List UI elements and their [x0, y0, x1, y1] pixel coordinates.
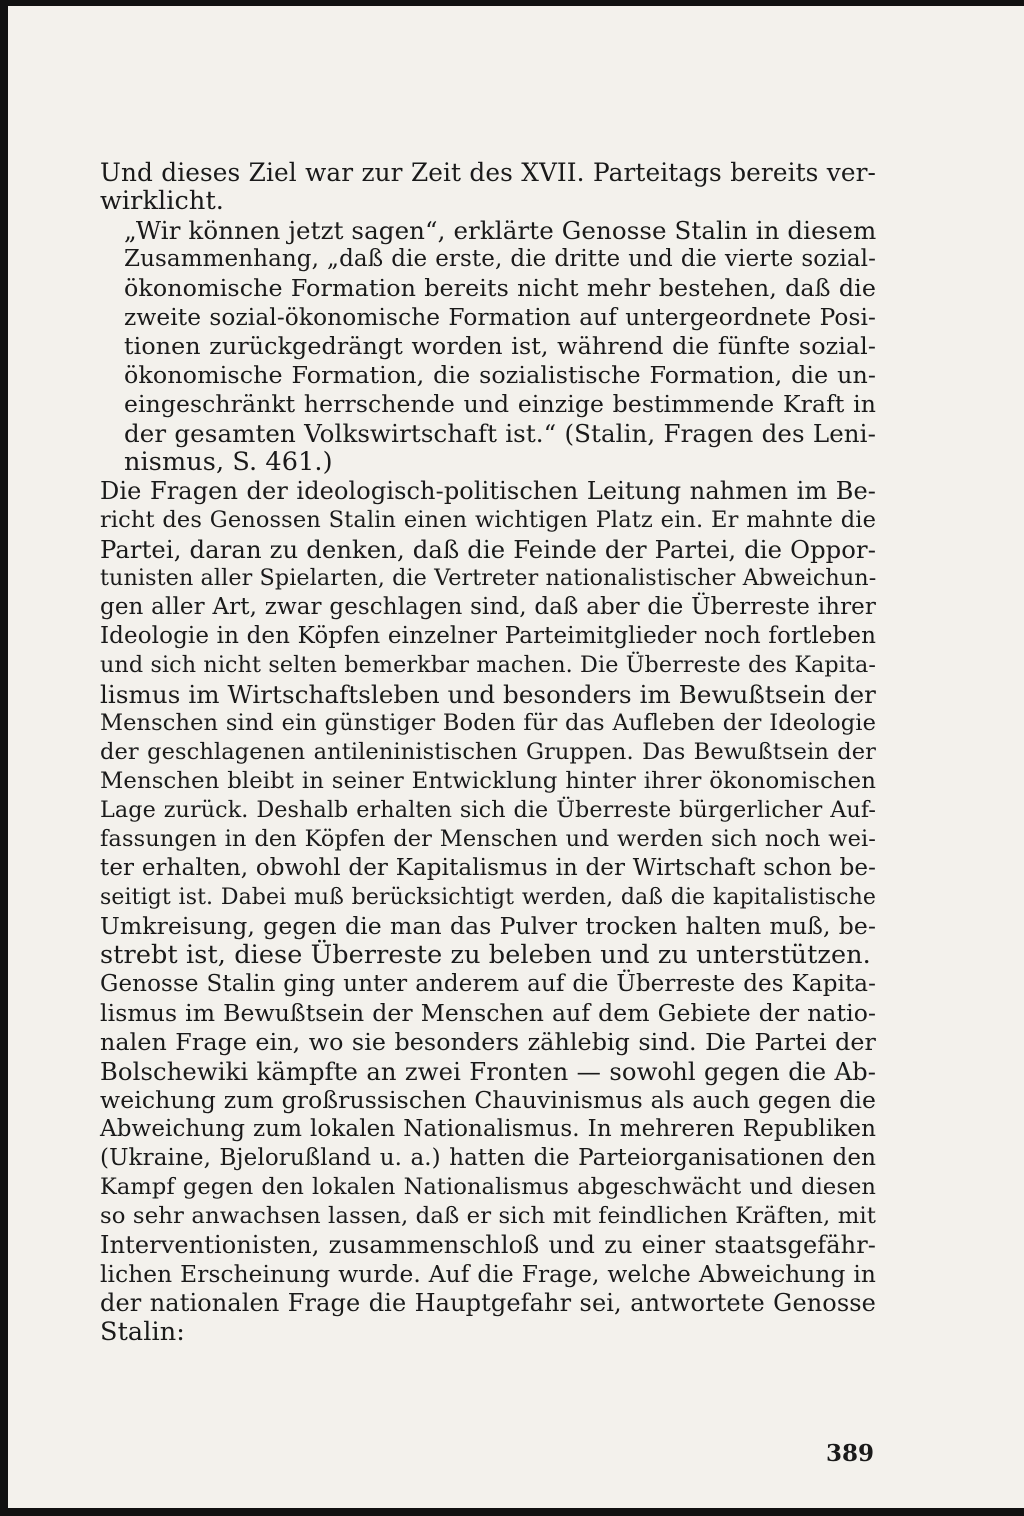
quote-line: nismus, S. 461.) — [124, 447, 333, 477]
quote-line: ökonomische Formation bereits nicht mehr bestehen, daß die — [124, 274, 876, 302]
quote-line: zweite sozial-ökonomische Formation auf untergeordnete Posi- — [124, 304, 876, 331]
text-line: Stalin: — [100, 1317, 185, 1347]
text-line: Lage zurück. Deshalb erhalten sich die Überreste bürgerlicher Auf- — [100, 797, 876, 823]
text-line: Kampf gegen den lokalen Nationalismus abgeschwächt und diesen — [100, 1174, 876, 1200]
text-line: richt des Genossen Stalin einen wichtigen Platz ein. Er mahnte die — [100, 507, 876, 533]
text-line: seitigt ist. Dabei muß berücksichtigt werden, daß die kapitalistische — [100, 885, 876, 910]
quote-line: „Wir können jetzt sagen“, erklärte Genosse Stalin in diesem — [124, 216, 877, 245]
quote-line: der gesamten Volkswirtschaft ist.“ (Stalin, Fragen des Leni- — [124, 419, 876, 448]
body-text — [100, 158, 876, 1347]
text-line: der geschlagenen antileninistischen Gruppen. Das Bewußtsein der — [100, 739, 876, 765]
text-line: Bolschewiki kämpfte an zwei Fronten — sowohl gegen die Ab- — [100, 1057, 876, 1086]
text-line: tunisten aller Spielarten, die Vertreter nationalistischer Abweichun- — [100, 565, 877, 591]
page-number: 389 — [826, 1440, 875, 1467]
text-line: Interventionisten, zusammenschloß und zu einer staatsgefähr- — [100, 1231, 876, 1259]
text-line: Abweichung zum lokalen Nationalismus. In mehreren Republiken — [100, 1116, 876, 1142]
text-line: Partei, daran zu denken, daß die Feinde der Partei, die Oppor- — [100, 535, 876, 564]
text-line: (Ukraine, Bjelorußland u. a.) hatten die Parteiorganisationen den — [100, 1145, 876, 1171]
text-line: strebt ist, diese Überreste zu beleben und zu unterstützen. — [100, 940, 871, 970]
text-line: der nationalen Frage die Hauptgefahr sei, antwortete Genosse — [100, 1289, 876, 1317]
text-line: lismus im Bewußtsein der Menschen auf dem Gebiete der natio- — [100, 999, 876, 1027]
text-line: Ideologie in den Köpfen einzelner Parteimitglieder noch fortleben — [100, 623, 876, 649]
text-line: gen aller Art, zwar geschlagen sind, daß aber die Überreste ihrer — [100, 594, 876, 620]
text-line: Die Fragen der ideologisch-politischen Leitung nahmen im Be- — [100, 477, 876, 505]
quote-line: tionen zurückgedrängt worden ist, während die fünfte sozial- — [124, 332, 876, 360]
text-line: Umkreisung, gegen die man das Pulver trocken halten muß, be- — [100, 912, 876, 940]
text-line: Menschen sind ein günstiger Boden für das Aufleben der Ideologie — [100, 710, 876, 736]
text-line: und sich nicht selten bemerkbar machen. Die Überreste des Kapita- — [100, 652, 876, 678]
text-line: ter erhalten, obwohl der Kapitalismus in der Wirtschaft schon be- — [100, 855, 876, 881]
text-line: Und dieses Ziel war zur Zeit des XVII. Parteitags bereits ver- — [100, 158, 876, 187]
quote-line: Zusammenhang, „daß die erste, die dritte und die vierte sozial- — [124, 246, 876, 272]
text-line: lichen Erscheinung wurde. Auf die Frage, welche Abweichung in — [100, 1261, 876, 1288]
text-line: Menschen bleibt in seiner Entwicklung hinter ihrer ökonomischen — [100, 768, 876, 794]
text-line: fassungen in den Köpfen der Menschen und werden sich noch wei- — [100, 826, 876, 852]
text-line: wirklicht. — [100, 186, 224, 216]
text-line: weichung zum großrussischen Chauvinismus als auch gegen die — [100, 1086, 876, 1114]
text-line: lismus im Wirtschaftsleben und besonders im Bewußtsein der — [100, 680, 876, 709]
quote-line: eingeschränkt herrschende und einzige bestimmende Kraft in — [124, 390, 876, 418]
text-line: nalen Frage ein, wo sie besonders zählebig sind. Die Partei der — [100, 1028, 876, 1056]
quote-line: ökonomische Formation, die sozialistische Formation, die un- — [124, 361, 876, 389]
text-line: Genosse Stalin ging unter anderem auf die Überreste des Kapita- — [100, 971, 876, 997]
text-line: so sehr anwachsen lassen, daß er sich mit feindlichen Kräften, mit — [100, 1203, 876, 1229]
